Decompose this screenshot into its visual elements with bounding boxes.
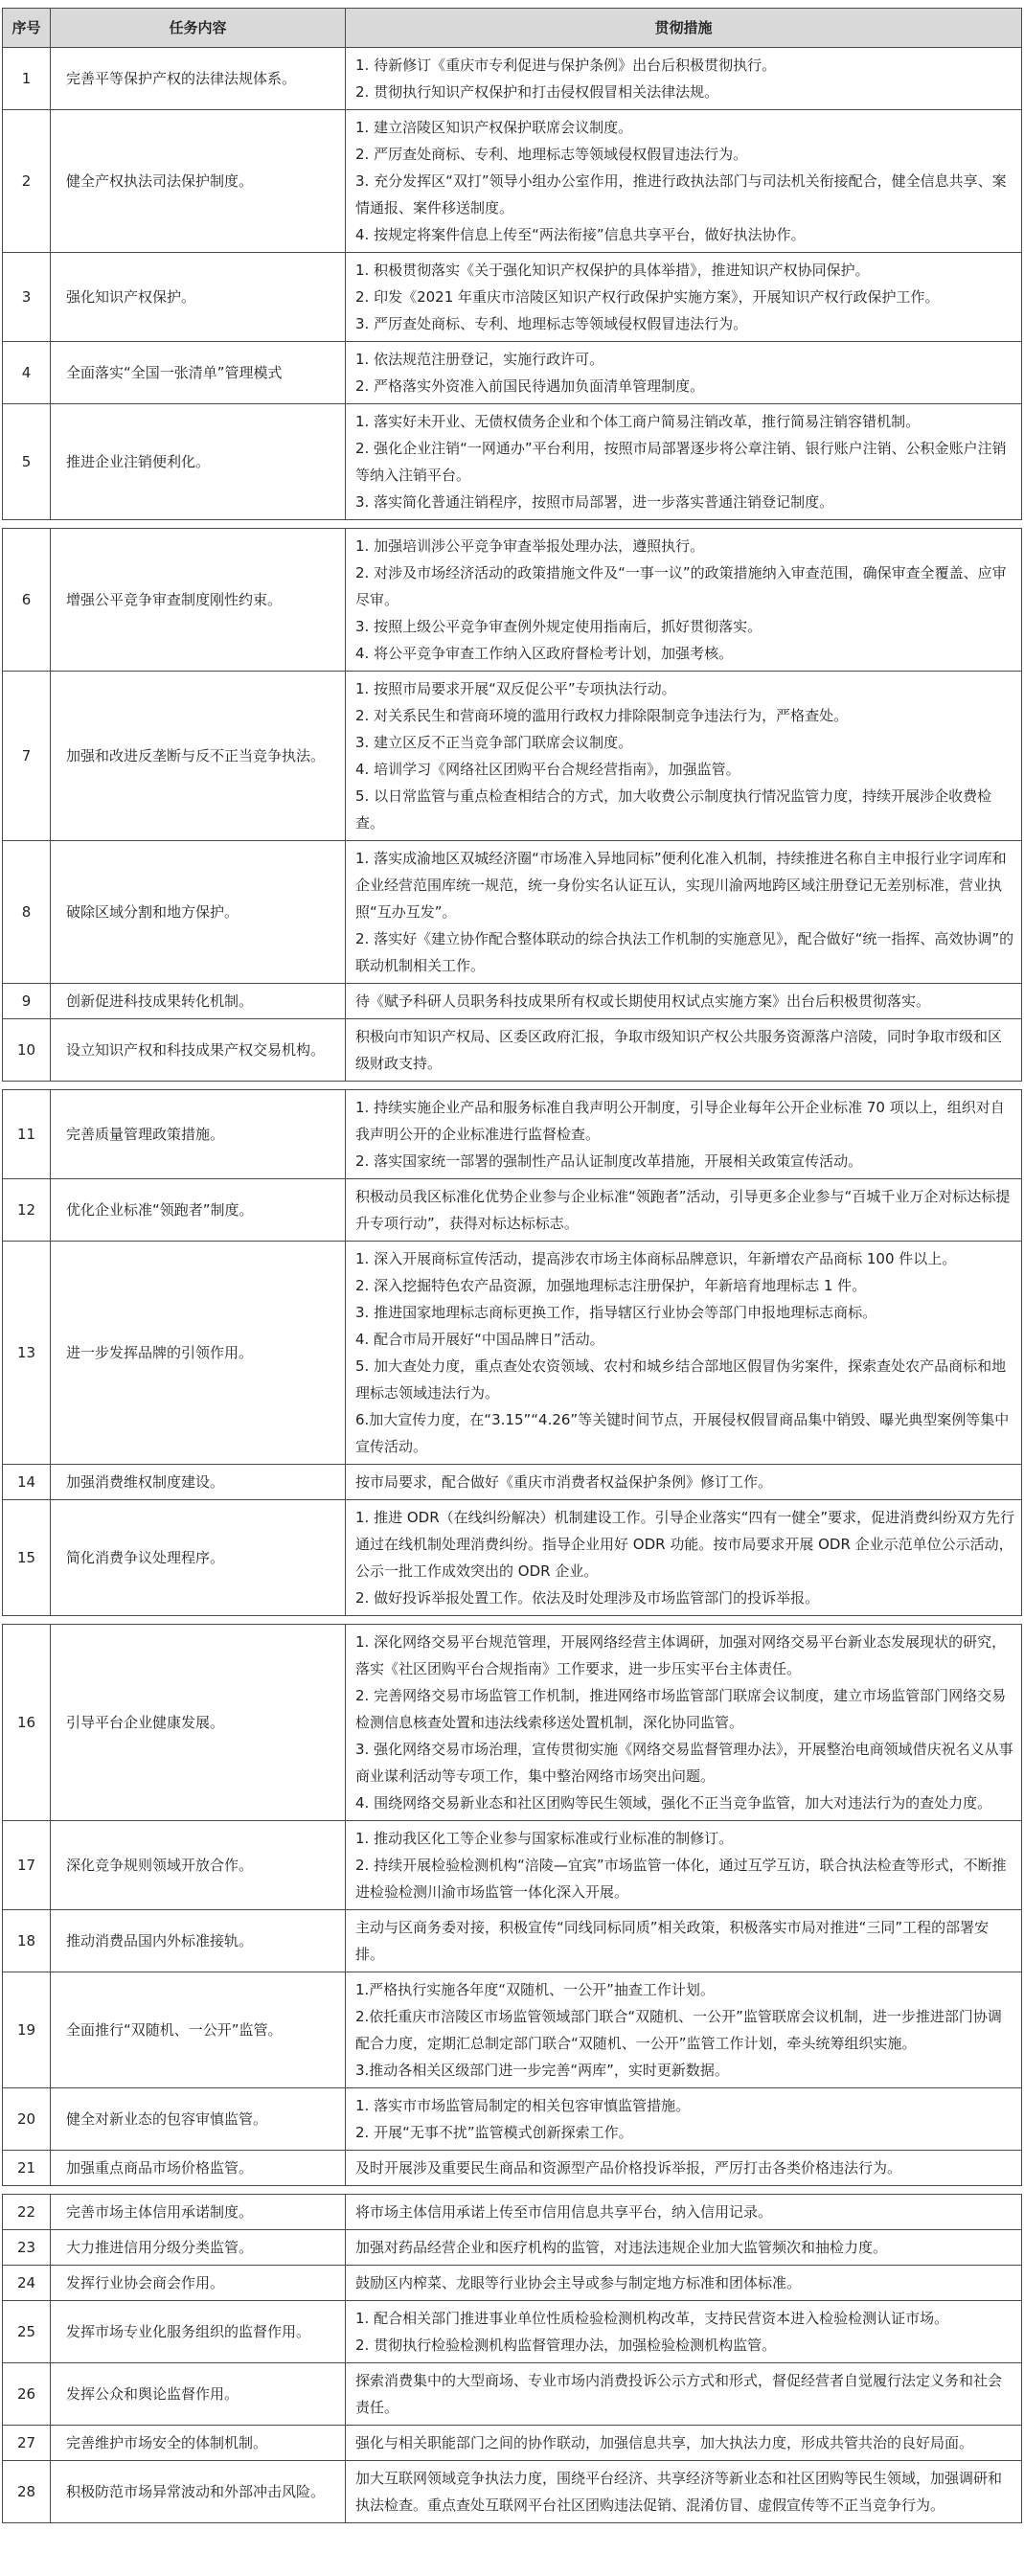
task-content: 加强重点商品市场价格监管。 (51, 2151, 346, 2186)
measure-item: 1. 按照市局要求开展“双反促公平”专项执法行动。 (355, 680, 676, 697)
row-number: 20 (3, 2088, 51, 2151)
measure-item: 1.严格执行实施各年度“双随机、一公开”抽查工作计划。 (355, 1981, 715, 1998)
measure-item: 2. 完善网络交易市场监管工作机制，推进网络市场监管部门联席会议制度，建立市场监管部门网络交易检测信息核查处置和违法线索移送处置机制，深化协同监管。 (355, 1687, 1007, 1731)
row-number: 23 (3, 2230, 51, 2266)
measure-item: 2. 贯彻执行检验检测机构监督管理办法，加强检验检测机构监管。 (355, 2337, 777, 2354)
measure-item: 2. 印发《2021 年重庆市涪陵区知识产权行政保护实施方案》，开展知识产权行政保护工作。 (355, 288, 940, 306)
task-content: 完善维护市场安全的体制机制。 (51, 2426, 346, 2461)
measures-cell (346, 110, 1022, 253)
measure-item: 2. 对涉及市场经济活动的政策措施文件及“一事一议”的政策措施纳入审查范围，确保审查全覆盖、应审尽审。 (355, 564, 1007, 608)
row-number: 24 (3, 2266, 51, 2301)
row-number: 27 (3, 2426, 51, 2461)
row-number: 1 (3, 48, 51, 110)
table-row (3, 2363, 1022, 2426)
task-content: 推动消费品国内外标准接轨。 (51, 1910, 346, 1972)
table-row (3, 404, 1022, 520)
header-no: 序号 (3, 9, 51, 48)
measure-item: 5. 以日常监管与重点检查相结合的方式，加大收费公示制度执行情况监管力度，持续开展涉企收费检查。 (355, 787, 992, 832)
task-content: 增强公平竞争审查制度刚性约束。 (51, 529, 346, 672)
row-number: 5 (3, 404, 51, 520)
measure-item: 3. 按照上级公平竞争审查例外规定使用指南后，抓好贯彻落实。 (355, 618, 762, 635)
measure-item: 2. 做好投诉举报处置工作。依法及时处理涉及市场监管部门的投诉举报。 (355, 1589, 820, 1607)
row-number: 19 (3, 1972, 51, 2088)
measure-item: 2. 落实好《建立协作配合整体联动的综合执法工作机制的实施意见》，配合做好“统一指挥、高效协调”的联动机制相关工作。 (355, 930, 1014, 974)
measure-item: 主动与区商务委对接，积极宣传“同线同标同质”相关政策，积极落实市局对推进“三同”工程的部署安排。 (355, 1919, 990, 1963)
task-content: 深化竞争规则领域开放合作。 (51, 1821, 346, 1910)
measure-item: 2. 严格落实外资准入前国民待遇加负面清单管理制度。 (355, 377, 705, 395)
measures-cell (346, 2151, 1022, 2186)
measures-cell (346, 1972, 1022, 2088)
measure-item: 1. 落实成渝地区双城经济圈“市场准入异地同标”便利化准入机制，持续推进名称自主申报行业字词库和企业经营范围库统一规范，统一身份实名认证互认，实现川渝两地跨区域注册登记无差别标准，营业执照“互办互发”。 (355, 850, 1007, 921)
row-number: 11 (3, 1090, 51, 1179)
row-number: 2 (3, 110, 51, 253)
measures-cell (346, 342, 1022, 404)
task-content: 强化知识产权保护。 (51, 253, 346, 342)
measure-item: 鼓励区内榨菜、龙眼等行业协会主导或参与制定地方标准和团体标准。 (355, 2274, 802, 2291)
table-row (3, 2266, 1022, 2301)
measures-cell (346, 404, 1022, 520)
table-row (3, 1242, 1022, 1465)
measure-item: 探索消费集中的大型商场、专业市场内消费投诉公示方式和形式，督促经营者自觉履行法定义务和社会责任。 (355, 2372, 1003, 2416)
task-content: 全面推行“双随机、一公开”监管。 (51, 1972, 346, 2088)
task-content: 发挥行业协会商会作用。 (51, 2266, 346, 2301)
task-content: 健全对新业态的包容审慎监管。 (51, 2088, 346, 2151)
table-row (3, 48, 1022, 110)
measures-cell (346, 984, 1022, 1019)
measure-item: 1. 推进 ODR（在线纠纷解决）机制建设工作。引导企业落实“四有一健全”要求，促进消费纠纷双方先行通过在线机制处理消费纠纷。指导企业用好 ODR 功能。按市局要求开展 ODR 企业示范单位公示活动，公示一批工作成效突出的 ODR 企业。 (355, 1509, 1015, 1580)
measure-item: 按市局要求，配合做好《重庆市消费者权益保护条例》修订工作。 (355, 1473, 773, 1491)
measure-item: 3. 建立区反不正当竞争部门联席会议制度。 (355, 734, 633, 751)
measures-cell (346, 1500, 1022, 1616)
row-number: 9 (3, 984, 51, 1019)
task-content: 优化企业标准“领跑者”制度。 (51, 1179, 346, 1242)
row-number: 8 (3, 841, 51, 984)
measure-item: 6.加大宣传力度，在“3.15”“4.26”等关键时间节点，开展侵权假冒商品集中销毁、曝光典型案例等集中宣传活动。 (355, 1411, 1010, 1455)
row-number: 28 (3, 2461, 51, 2523)
measure-item: 2. 对关系民生和营商环境的滥用行政权力排除限制竞争违法行为，严格查处。 (355, 707, 849, 724)
measure-item: 4. 配合市局开展好“中国品牌日”活动。 (355, 1331, 604, 1348)
table-row (3, 1465, 1022, 1500)
measures-cell (346, 1179, 1022, 1242)
table-row (3, 1910, 1022, 1972)
row-number: 12 (3, 1179, 51, 1242)
measures-cell (346, 1019, 1022, 1082)
table-row (3, 2088, 1022, 2151)
measure-item: 1. 依法规范注册登记，实施行政许可。 (355, 351, 604, 368)
row-number: 4 (3, 342, 51, 404)
task-content: 进一步发挥品牌的引领作用。 (51, 1242, 346, 1465)
task-content: 创新促进科技成果转化机制。 (51, 984, 346, 1019)
row-number: 22 (3, 2195, 51, 2230)
measure-item: 强化与相关职能部门之间的协作联动，加强信息共享，加大执法力度，形成共管共治的良好局面。 (355, 2434, 974, 2451)
row-number: 6 (3, 529, 51, 672)
table-row (3, 2230, 1022, 2266)
task-content: 引导平台企业健康发展。 (51, 1625, 346, 1821)
measures-table-block (2, 1089, 1022, 1616)
measures-cell (346, 253, 1022, 342)
table-row (3, 2426, 1022, 2461)
task-content: 简化消费争议处理程序。 (51, 1500, 346, 1616)
measure-item: 加强对药品经营企业和医疗机构的监管，对违法违规企业加大监管频次和抽检力度。 (355, 2239, 888, 2256)
measure-item: 1. 建立涪陵区知识产权保护联席会议制度。 (355, 119, 633, 136)
measure-item: 1. 配合相关部门推进事业单位性质检验检测机构改革，支持民营资本进入检验检测认证市场。 (355, 2310, 949, 2327)
task-content: 全面落实“全国一张清单”管理模式 (51, 342, 346, 404)
table-row (3, 342, 1022, 404)
measure-item: 积极向市知识产权局、区委区政府汇报，争取市级知识产权公共服务资源落户涪陵，同时争取市级和区级财政支持。 (355, 1028, 1003, 1072)
table-row (3, 253, 1022, 342)
row-number: 21 (3, 2151, 51, 2186)
task-content: 完善平等保护产权的法律法规体系。 (51, 48, 346, 110)
measure-item: 及时开展涉及重要民生商品和资源型产品价格投诉举报，严厉打击各类价格违法行为。 (355, 2159, 902, 2177)
measure-item: 3. 严厉查处商标、专利、地理标志等领域侵权假冒违法行为。 (355, 315, 748, 332)
measure-item: 1. 积极贯彻落实《关于强化知识产权保护的具体举措》，推进知识产权协同保护。 (355, 262, 870, 279)
measures-cell (346, 841, 1022, 984)
row-number: 13 (3, 1242, 51, 1465)
table-row (3, 1625, 1022, 1821)
task-content: 发挥市场专业化服务组织的监督作用。 (51, 2301, 346, 2363)
measure-item: 将市场主体信用承诺上传至市信用信息共享平台，纳入信用记录。 (355, 2203, 773, 2221)
measure-item: 1. 落实好未开业、无债权债务企业和个体工商户简易注销改革，推行简易注销容错机制。 (355, 413, 921, 430)
task-content: 完善市场主体信用承诺制度。 (51, 2195, 346, 2230)
table-row (3, 1500, 1022, 1616)
measures-table-block (2, 2194, 1022, 2523)
table-row (3, 1179, 1022, 1242)
task-content: 加强和改进反垄断与反不正当竞争执法。 (51, 672, 346, 841)
measures-cell (346, 1090, 1022, 1179)
measures-cell (346, 2088, 1022, 2151)
task-content: 设立知识产权和科技成果产权交易机构。 (51, 1019, 346, 1082)
measures-cell (346, 1821, 1022, 1910)
measures-cell (346, 1910, 1022, 1972)
measures-cell (346, 2301, 1022, 2363)
table-row (3, 672, 1022, 841)
header-task: 任务内容 (51, 9, 346, 48)
measure-item: 2. 开展“无事不扰”监管模式创新探索工作。 (355, 2124, 633, 2141)
measure-item: 2.依托重庆市涪陵区市场监管领域部门联合“双随机、一公开”监管联席会议机制，进一步推进部门协调配合力度，定期汇总制定部门联合“双随机、一公开”监管工作计划，牵头统筹组织实施。 (355, 2008, 1002, 2052)
measure-item: 1. 待新修订《重庆市专利促进与保护条例》出台后积极贯彻执行。 (355, 57, 777, 74)
table-row (3, 2151, 1022, 2186)
table-row (3, 529, 1022, 672)
row-number: 10 (3, 1019, 51, 1082)
measure-item: 1. 深入开展商标宣传活动，提高涉农市场主体商标品牌意识，年新增农产品商标 100 件以上。 (355, 1250, 957, 1267)
measure-item: 4. 培训学习《网络社区团购平台合规经营指南》，加强监管。 (355, 761, 740, 778)
measures-cell (346, 1625, 1022, 1821)
measures-cell (346, 2195, 1022, 2230)
row-number: 15 (3, 1500, 51, 1616)
table-row (3, 984, 1022, 1019)
measure-item: 3. 推进国家地理标志商标更换工作，指导辖区行业协会等部门申报地理标志商标。 (355, 1304, 877, 1321)
measure-item: 3.推动各相关区级部门进一步完善“两库”，实时更新数据。 (355, 2062, 729, 2079)
measures-cell (346, 2461, 1022, 2523)
measures-cell (346, 48, 1022, 110)
measure-item: 3. 落实简化普通注销程序，按照市局部署，进一步落实普通注销登记制度。 (355, 493, 834, 511)
measure-item: 3. 强化网络交易市场治理，宣传贯彻实施《网络交易监督管理办法》，开展整治电商领域借庆祝名义从事商业谋利活动等专项工作，集中整治网络市场突出问题。 (355, 1741, 1013, 1785)
table-header-row (3, 9, 1022, 48)
measures-cell (346, 1242, 1022, 1465)
measures-cell (346, 2426, 1022, 2461)
task-content: 大力推进信用分级分类监管。 (51, 2230, 346, 2266)
measure-item: 2. 严厉查处商标、专利、地理标志等领域侵权假冒违法行为。 (355, 146, 748, 163)
measures-cell (346, 672, 1022, 841)
row-number: 26 (3, 2363, 51, 2426)
measure-item: 4. 按规定将案件信息上传至“两法衔接”信息共享平台，做好执法协作。 (355, 226, 806, 243)
row-number: 3 (3, 253, 51, 342)
task-content: 积极防范市场异常波动和外部冲击风险。 (51, 2461, 346, 2523)
table-row (3, 2301, 1022, 2363)
table-row (3, 110, 1022, 253)
measures-table-block (2, 1624, 1022, 2186)
row-number: 25 (3, 2301, 51, 2363)
task-content: 完善质量管理政策措施。 (51, 1090, 346, 1179)
header-measures: 贯彻措施 (346, 9, 1022, 48)
measure-item: 1. 落实市市场监管局制定的相关包容审慎监管措施。 (355, 2097, 691, 2114)
table-row (3, 1972, 1022, 2088)
measures-table (2, 8, 1022, 520)
measure-item: 1. 持续实施企业产品和服务标准自我声明公开制度，引导企业每年公开企业标准 70 项以上，组织对自我声明公开的企业标准进行监督检查。 (355, 1099, 1005, 1143)
measure-item: 5. 加大查处力度，重点查处农资领域、农村和城乡结合部地区假冒伪劣案件，探索查处农产品商标和地理标志领域违法行为。 (355, 1357, 1007, 1402)
measure-item: 2. 贯彻执行知识产权保护和打击侵权假冒相关法律法规。 (355, 83, 719, 101)
table-row (3, 1019, 1022, 1082)
measure-item: 待《赋予科研人员职务科技成果所有权或长期使用权试点实施方案》出台后积极贯彻落实。 (355, 992, 931, 1010)
table-row (3, 1090, 1022, 1179)
measure-item: 2. 深入挖掘特色农产品资源，加强地理标志注册保护，年新培育地理标志 1 件。 (355, 1277, 867, 1294)
measure-item: 3. 充分发挥区“双打”领导小组办公室作用，推进行政执法部门与司法机关衔接配合，健全信息共享、案情通报、案件移送制度。 (355, 172, 1007, 217)
task-content: 破除区域分割和地方保护。 (51, 841, 346, 984)
measures-cell (346, 529, 1022, 672)
table-row (3, 841, 1022, 984)
measures-cell (346, 2230, 1022, 2266)
measure-item: 4. 围绕网络交易新业态和社区团购等民生领域，强化不正当竞争监管，加大对违法行为的查处力度。 (355, 1794, 992, 1812)
measure-item: 2. 持续开展检验检测机构“涪陵—宜宾”市场监管一体化，通过互学互访，联合执法检查等形式，不断推进检验检测川渝市场监管一体化深入开展。 (355, 1857, 1007, 1901)
task-content: 加强消费维权制度建设。 (51, 1465, 346, 1500)
measure-item: 加大互联网领域竞争执法力度，围绕平台经济、共享经济等新业态和社区团购等民生领域，加强调研和执法检查。重点查处互联网平台社区团购违法促销、混淆仿冒、虚假宣传等不正当竞争行为。 (355, 2470, 1003, 2514)
measure-item: 2. 强化企业注销“一网通办”平台利用，按照市局部署逐步将公章注销、银行账户注销、公积金账户注销等纳入注销平台。 (355, 440, 1007, 484)
row-number: 18 (3, 1910, 51, 1972)
measures-cell (346, 1465, 1022, 1500)
measures-table-block (2, 528, 1022, 1082)
task-content: 发挥公众和舆论监督作用。 (51, 2363, 346, 2426)
row-number: 14 (3, 1465, 51, 1500)
measure-item: 4. 将公平竞争审查工作纳入区政府督检考计划，加强考核。 (355, 645, 734, 662)
measure-item: 1. 推动我区化工等企业参与国家标准或行业标准的制修订。 (355, 1830, 734, 1847)
table-row (3, 2195, 1022, 2230)
measure-item: 积极动员我区标准化优势企业参与企业标准“领跑者”活动，引导更多企业参与“百城千业万企对标达标提升专项行动”，获得对标达标标志。 (355, 1188, 1011, 1232)
measure-item: 2. 落实国家统一部署的强制性产品认证制度改革措施，开展相关政策宣传活动。 (355, 1152, 863, 1170)
task-content: 健全产权执法司法保护制度。 (51, 110, 346, 253)
measures-cell (346, 2266, 1022, 2301)
table-row (3, 2461, 1022, 2523)
measure-item: 1. 深化网络交易平台规范管理，开展网络经营主体调研，加强对网络交易平台新业态发展现状的研究，落实《社区团购平台合规指南》工作要求，进一步压实平台主体责任。 (355, 1633, 1007, 1677)
task-content: 推进企业注销便利化。 (51, 404, 346, 520)
table-row (3, 1821, 1022, 1910)
row-number: 17 (3, 1821, 51, 1910)
row-number: 7 (3, 672, 51, 841)
measures-cell (346, 2363, 1022, 2426)
measure-item: 1. 加强培训涉公平竞争审查举报处理办法，遵照执行。 (355, 537, 705, 555)
row-number: 16 (3, 1625, 51, 1821)
